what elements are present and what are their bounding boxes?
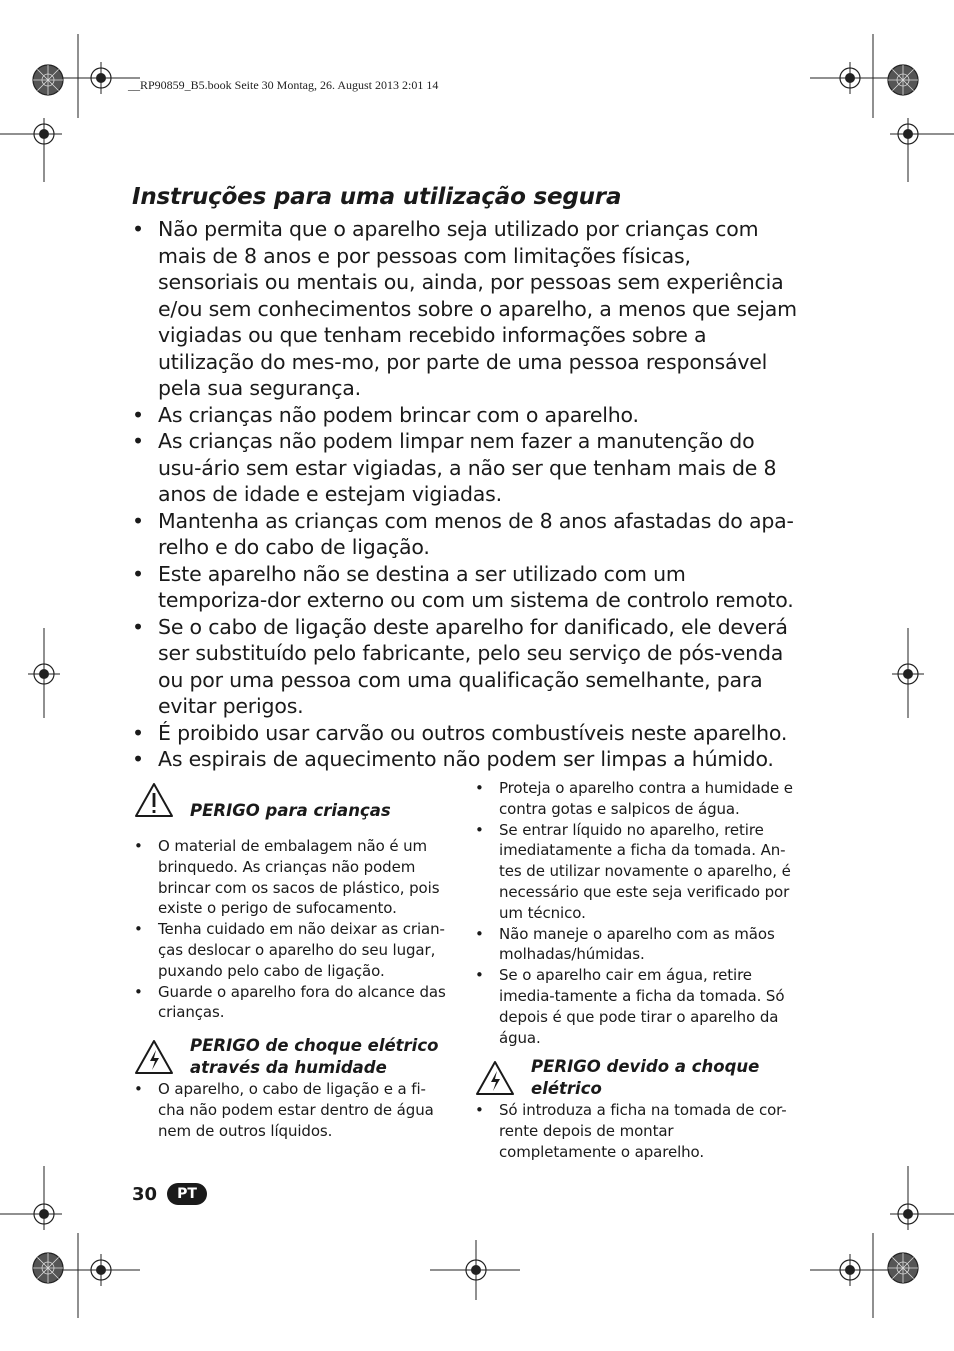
list-item: • Não maneje o aparelho com as mãos molhadas/húmidas.: [473, 924, 793, 966]
list-item: • O aparelho, o cabo de ligação e a fi-cha não podem estar dentro de água nem de outros líquidos.: [132, 1079, 452, 1141]
electric-shock-icon: [134, 1039, 174, 1075]
list-item: • Proteja o aparelho contra a humidade e contra gotas e salpicos de água.: [473, 778, 793, 820]
list-item: • Guarde o aparelho fora do alcance das crianças.: [132, 982, 452, 1024]
section-title: Instruções para uma utilização segura: [132, 184, 622, 210]
list-item: • As crianças não podem brincar com o aparelho.: [132, 402, 797, 429]
warning-humidity: [132, 1035, 452, 1079]
registration-mark-icon: [28, 118, 60, 150]
warning-title: PERIGO de choque elétrico através da humidade: [190, 1036, 439, 1078]
list-item: • Só introduza a ficha na tomada de cor-rente depois de montar completamente o aparelho.: [473, 1100, 793, 1162]
humidity-warning-list: [132, 1079, 452, 1141]
list-item: • Se o aparelho cair em água, retire imedia-tamente a ficha da tomada. Só depois é que pode tirar o aparelho da água.: [473, 965, 793, 1048]
warning-title: PERIGO devido a choque elétrico: [531, 1057, 760, 1099]
protection-list: [473, 778, 793, 1048]
list-item: • As crianças não podem limpar nem fazer a manutenção do usu-ário sem estar vigiadas, a não ser que tenham mais de 8 anos de idade e estejam vigiadas.: [132, 428, 797, 508]
warning-shock: [473, 1056, 793, 1100]
file-meta-line: __RP90859_B5.book Seite 30 Montag, 26. August 2013 2:01 14: [128, 78, 439, 92]
left-column: [132, 782, 452, 1142]
children-warning-list: [132, 836, 452, 1023]
page-footer: [132, 1183, 207, 1205]
color-wheel-icon: [33, 1253, 63, 1283]
color-wheel-icon: [888, 65, 918, 95]
list-item: • Se entrar líquido no aparelho, retire imediatamente a ficha da tomada. An-tes de utilizar novamente o aparelho, é necessário que este seja verificado por um técnico.: [473, 820, 793, 924]
registration-mark-icon: [28, 658, 60, 690]
warning-title: PERIGO para crianças: [190, 801, 391, 820]
shock-warning-list: [473, 1100, 793, 1162]
registration-mark-icon: [85, 62, 117, 94]
right-column: [473, 778, 793, 1163]
list-item: • O material de embalagem não é um brinquedo. As crianças não podem brincar com os sacos de plástico, pois existe o perigo de sufocamento.: [132, 836, 452, 919]
registration-mark-icon: [834, 1254, 866, 1286]
warning-triangle-icon: [134, 782, 174, 818]
registration-mark-icon: [892, 658, 924, 690]
registration-mark-icon: [834, 62, 866, 94]
registration-mark-icon: [85, 1254, 117, 1286]
electric-shock-icon: [475, 1060, 515, 1096]
list-item: • Este aparelho não se destina a ser utilizado com um temporiza-dor externo ou com um sistema de controlo remoto.: [132, 561, 797, 614]
color-wheel-icon: [33, 65, 63, 95]
registration-mark-icon: [892, 1198, 924, 1230]
registration-mark-icon: [892, 118, 924, 150]
list-item: • Tenha cuidado em não deixar as crian-ças deslocar o aparelho do seu lugar, puxando pelo cabo de ligação.: [132, 919, 452, 981]
list-item: • Mantenha as crianças com menos de 8 anos afastadas do apa-relho e do cabo de ligação.: [132, 508, 797, 561]
list-item: • As espirais de aquecimento não podem ser limpas a húmido.: [132, 746, 797, 773]
list-item: • É proibido usar carvão ou outros combustíveis neste aparelho.: [132, 720, 797, 747]
registration-mark-icon: [460, 1254, 492, 1286]
safety-instructions-list: [132, 216, 797, 773]
list-item: • Se o cabo de ligação deste aparelho for danificado, ele deverá ser substituído pelo fabricante, pelo seu serviço de pós-venda ou por uma pessoa com uma qualificação semelhante, para evitar perigos.: [132, 614, 797, 720]
registration-mark-icon: [28, 1198, 60, 1230]
list-item: • Não permita que o aparelho seja utilizado por crianças com mais de 8 anos e por pessoas com limitações físicas, sensoriais ou mentais ou, ainda, por pessoas sem experiência e/ou sem conhecimentos sobre o aparelho, a menos que sejam vigiadas ou que tenham recebido informações sobre a utilização do mes-mo, por parte de uma pessoa responsável pela sua segurança.: [132, 216, 797, 402]
language-badge: PT: [167, 1183, 207, 1205]
page-number: 30: [132, 1183, 158, 1205]
warning-children: [132, 782, 452, 836]
color-wheel-icon: [888, 1253, 918, 1283]
